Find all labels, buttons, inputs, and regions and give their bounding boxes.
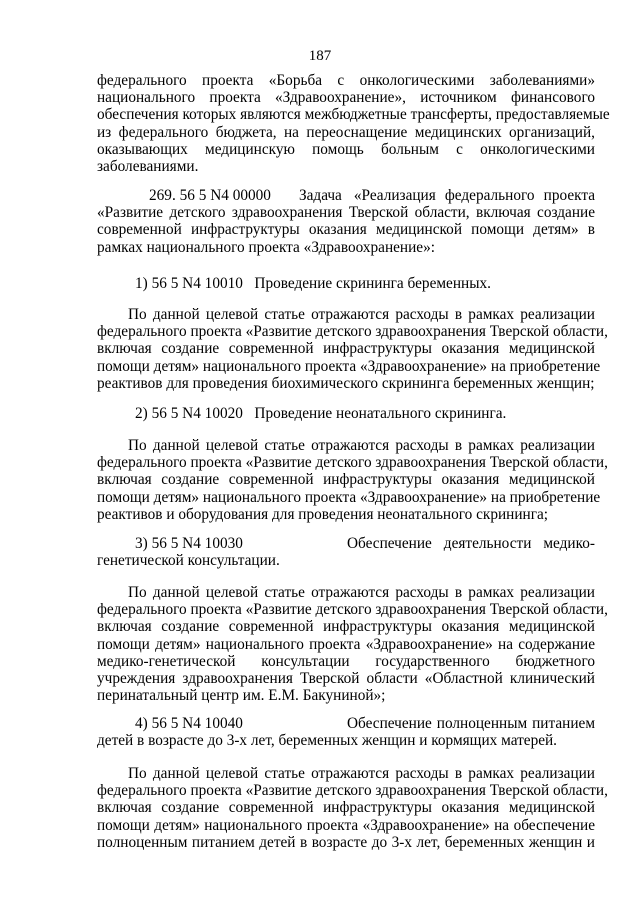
- text-line: федерального проекта «Развитие детского здравоохранения Тверской области,: [97, 454, 608, 472]
- task-code: 269. 56 5 N4 00000: [149, 187, 271, 204]
- text-line: помощи детям» национального проекта «Здравоохранение» на обеспечение: [97, 816, 595, 834]
- item-title: Обеспечение полноценным питанием: [347, 715, 595, 732]
- task-paragraph: [97, 187, 595, 256]
- item-description-3: [97, 584, 608, 705]
- text-line: заболеваниями.: [97, 157, 199, 175]
- text-line: «Развитие детского здравоохранения Тверской области, включая создание: [97, 204, 595, 222]
- text-line: федерального проекта «Развитие детского здравоохранения Тверской области,: [97, 323, 608, 341]
- item-code: 1) 56 5 N4 10010: [135, 275, 243, 292]
- item-title: Проведение скрининга беременных.: [254, 275, 491, 292]
- item-description-2: [97, 437, 608, 523]
- text-line: современной инфраструктуры оказания медицинской помощи детям» в: [97, 221, 595, 239]
- item-heading-2: [97, 405, 595, 422]
- task-heading-text: «Реализация федерального проекта: [353, 187, 595, 204]
- text-line: перинатальный центр им. Е.М. Бакуниной»;: [97, 687, 386, 705]
- text-line: включая создание современной инфраструктуры оказания медицинской: [97, 471, 595, 489]
- text-line: реактивов и оборудования для проведения неонатального скрининга;: [97, 505, 549, 523]
- text-line: рамках национального проекта «Здравоохранение»:: [97, 238, 435, 256]
- text-line: полноценным питанием детей в возрасте до 3-х лет, беременных женщин и: [97, 833, 595, 851]
- text-line: помощи детям» национального проекта «Здравоохранение» на приобретение: [97, 357, 601, 375]
- text-line: По данной целевой статье отражаются расходы в рамках реализации: [128, 584, 595, 601]
- text-line: включая создание современной инфраструктуры оказания медицинской: [97, 618, 595, 636]
- page-number: 187: [308, 48, 332, 64]
- text-line: По данной целевой статье отражаются расходы в рамках реализации: [128, 306, 595, 323]
- text-line: помощи детям» национального проекта «Здравоохранение» на содержание: [97, 635, 595, 653]
- text-line: По данной целевой статье отражаются расходы в рамках реализации: [128, 437, 595, 454]
- text-line: национального проекта «Здравоохранение», источником финансового: [97, 89, 595, 107]
- item-code: 2) 56 5 N4 10020: [135, 405, 243, 422]
- item-title-continued: детей в возрасте до 3-х лет, беременных женщин и кормящих матерей.: [97, 732, 558, 750]
- item-heading-1: [97, 275, 595, 292]
- text-line: медико-генетической консультации государственного бюджетного: [97, 652, 595, 670]
- text-line: включая создание современной инфраструктуры оказания медицинской: [97, 799, 595, 817]
- task-heading-line: [97, 187, 595, 204]
- text-line: обеспечения которых являются межбюджетные трансферты, предоставляемые: [97, 106, 610, 124]
- text-line: федерального проекта «Борьба с онкологическими заболеваниями»: [97, 72, 595, 89]
- item-title: Проведение неонатального скрининга.: [254, 405, 507, 422]
- text-line: федерального проекта «Развитие детского здравоохранения Тверской области,: [97, 601, 608, 619]
- intro-paragraph: [97, 72, 610, 175]
- item-heading-line: [97, 275, 595, 292]
- text-line: федерального проекта «Развитие детского здравоохранения Тверской области,: [97, 782, 608, 800]
- item-title-continued: генетической консультации.: [97, 552, 280, 570]
- item-code: 4) 56 5 N4 10040: [135, 715, 243, 732]
- item-heading-4: [97, 715, 595, 749]
- text-line: учреждения здравоохранения Тверской области «Областной клинический: [97, 669, 595, 687]
- item-description-1: [97, 306, 608, 392]
- text-line: По данной целевой статье отражаются расходы в рамках реализации: [128, 765, 595, 782]
- item-code: 3) 56 5 N4 10030: [135, 535, 243, 552]
- text-line: включая создание современной инфраструктуры оказания медицинской: [97, 340, 595, 358]
- text-line: помощи детям» национального проекта «Здравоохранение» на приобретение: [97, 488, 601, 506]
- text-line: оказывающих медицинскую помощь больным с онкологическими: [97, 140, 595, 158]
- task-label: Задача: [298, 187, 342, 204]
- item-heading-line: [97, 405, 595, 422]
- text-line: реактивов для проведения биохимического скрининга беременных женщин;: [97, 374, 595, 392]
- item-title: Обеспечение деятельности медико-: [347, 535, 595, 552]
- text-line: из федерального бюджета, на переоснащение медицинских организаций,: [97, 123, 595, 141]
- item-heading-line: [97, 535, 595, 552]
- item-heading-3: [97, 535, 595, 569]
- item-description-4: [97, 765, 608, 851]
- item-heading-line: [97, 715, 595, 732]
